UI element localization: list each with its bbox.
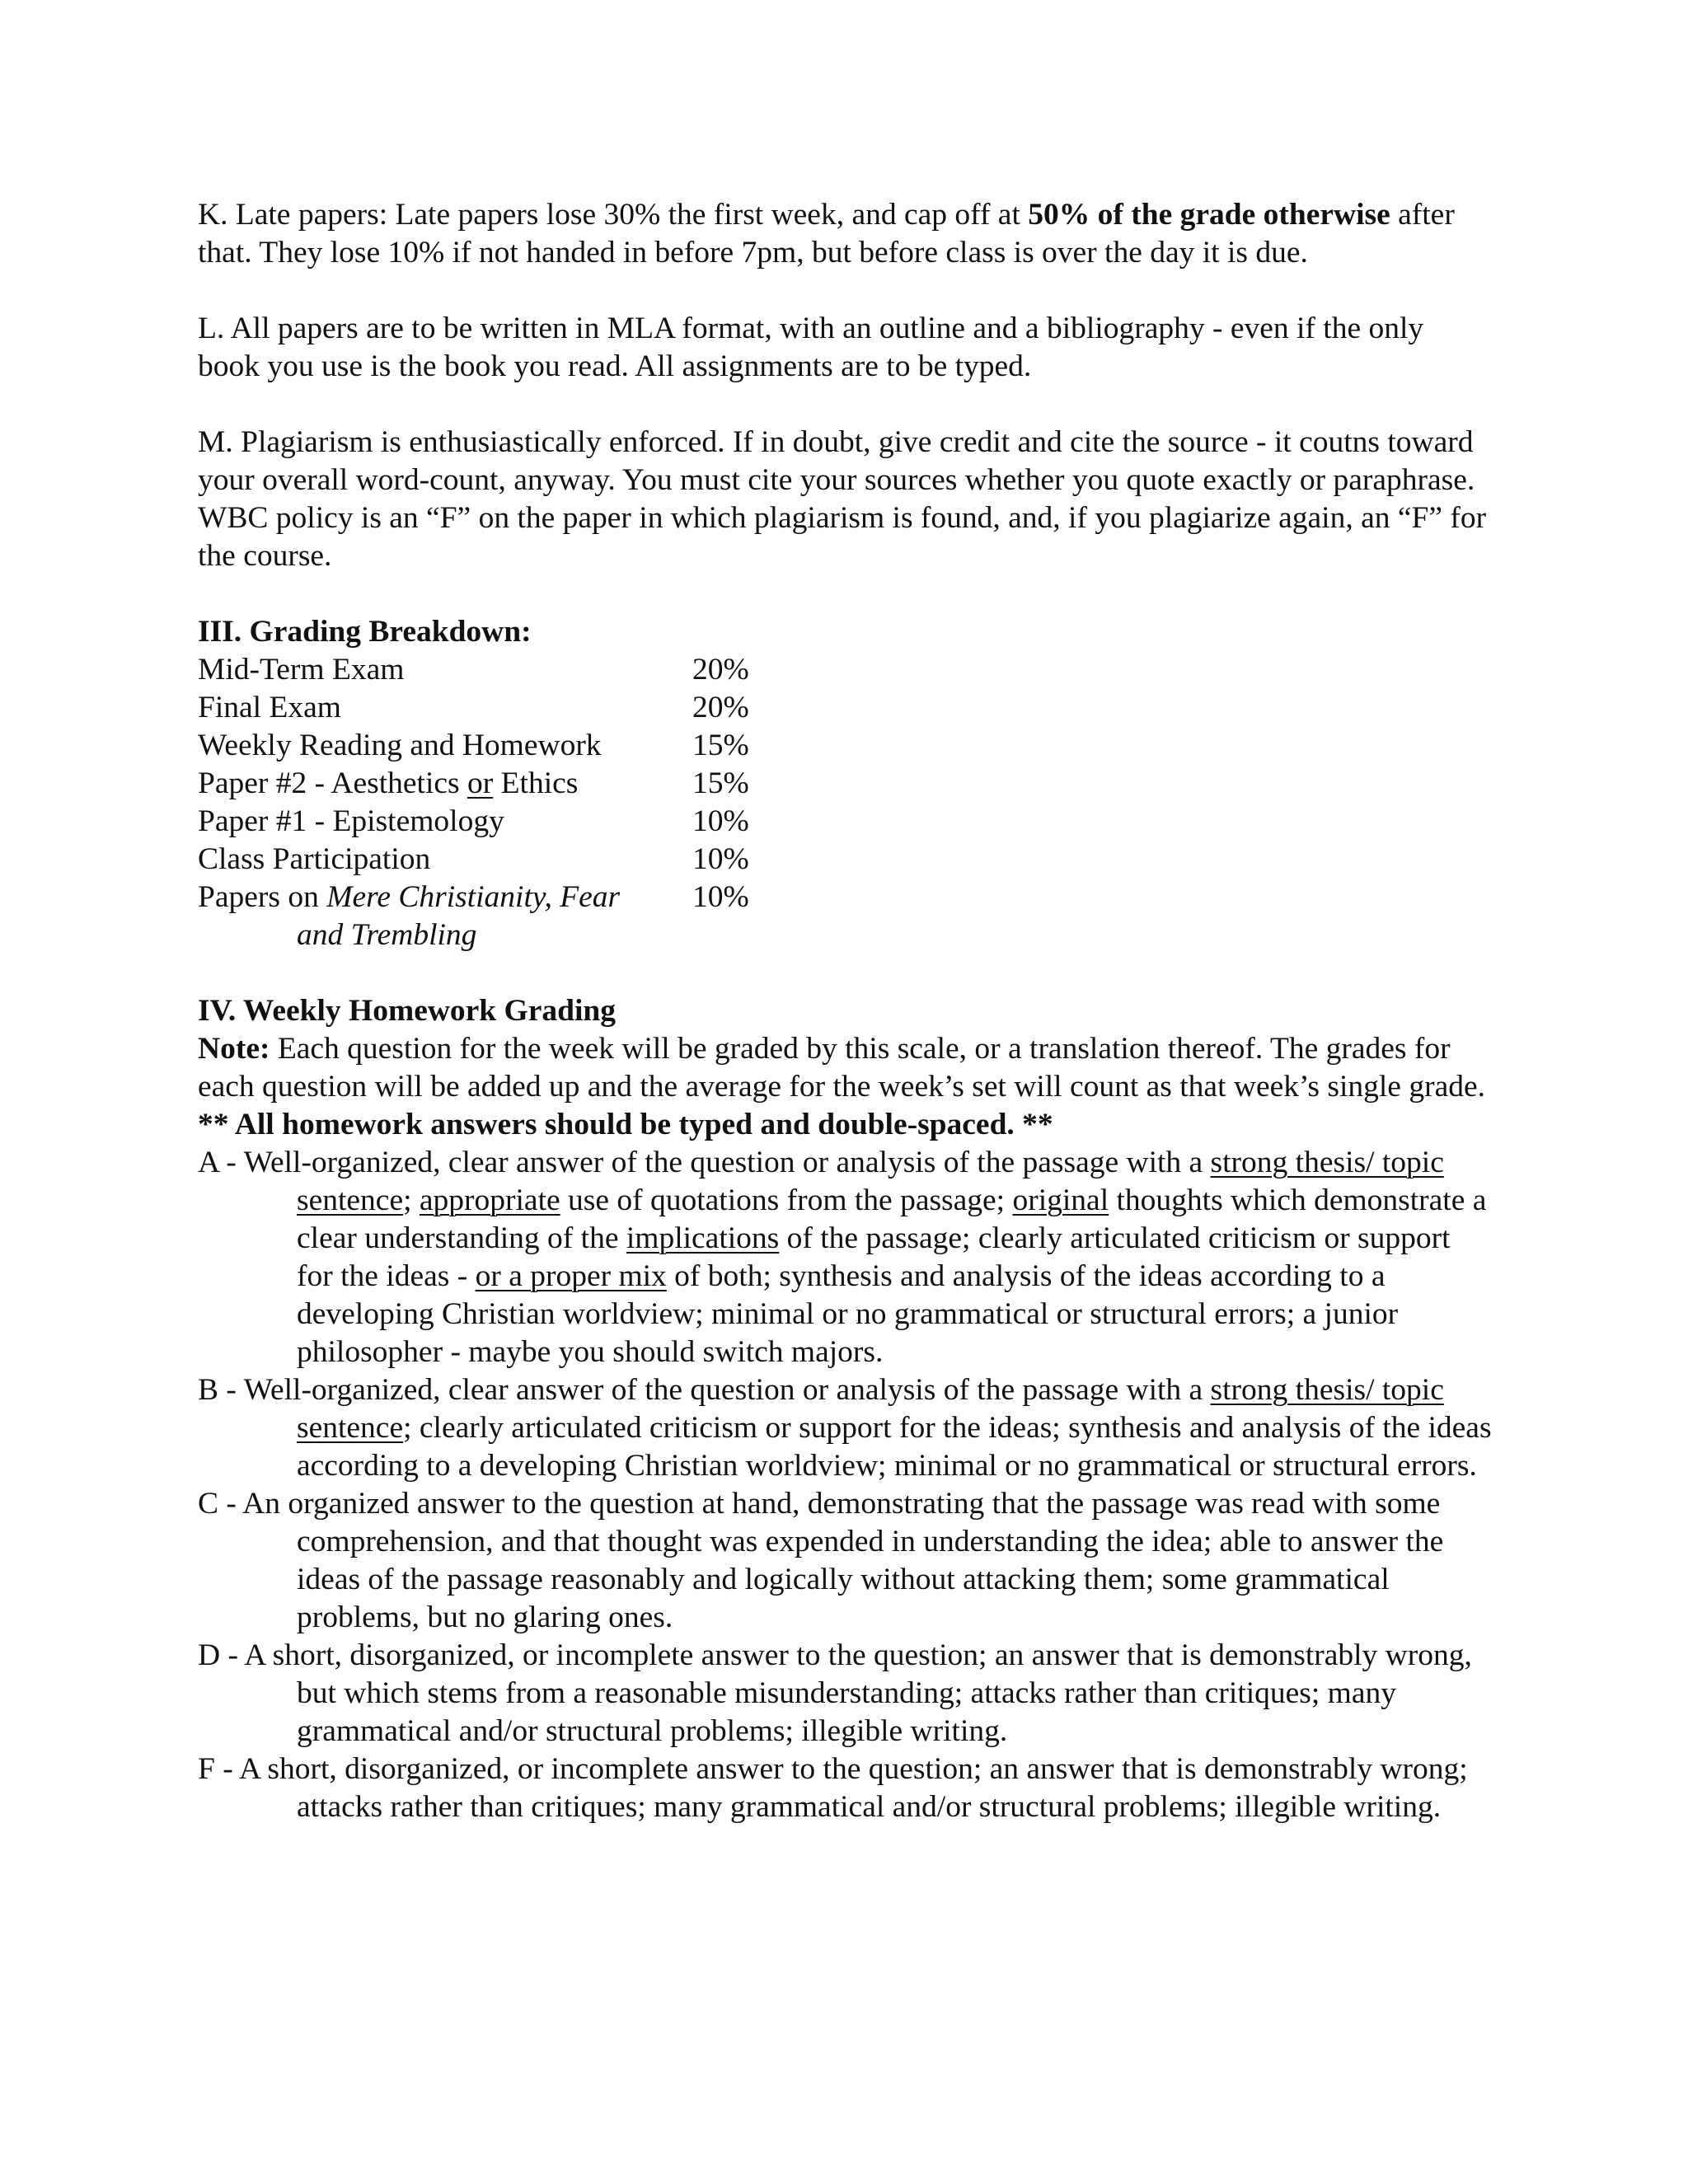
grade-item-underlined: or (467, 766, 494, 800)
note-text: Each question for the week will be graded by this scale, or a translation thereof. The grades for each question will be added up and the average for the week’s set will count as that week’s single grade. (198, 1032, 1485, 1104)
policy-k-text: K. Late papers: Late papers lose 30% the first week, and cap off at (198, 198, 1029, 232)
grade-percent: 10% (692, 880, 749, 914)
scale-underlined: original (1012, 1183, 1109, 1217)
document-page (198, 196, 1492, 1826)
grade-scale-f: F - A short, disorganized, or incomplete answer to the question; an answer that is demonstrably wrong; attacks rather than critiques; many grammatical and/or structural problems; illegible writing. (198, 1752, 1468, 1824)
policy-k-bold: 50% of the grade otherwise (1028, 198, 1390, 232)
grade-item: Weekly Reading and Homework (198, 729, 602, 762)
grade-item-text-cont: Ethics (493, 766, 579, 800)
grade-item-text: Paper #2 - Aesthetics (198, 766, 468, 800)
grade-item: Final Exam (198, 691, 341, 724)
grade-percent: 10% (692, 842, 749, 876)
homework-note (198, 1030, 1492, 1144)
grade-item (198, 879, 692, 954)
grade-item-italic: Mere Christianity, Fear (326, 880, 621, 914)
scale-text: of the passage; clearly articulated criticism or support for the ideas - (297, 1221, 1451, 1293)
policy-k-text-cont: after that. They lose 10% if not handed in before 7pm, but before class is over the day it is due. (198, 198, 1455, 269)
grade-percent: 20% (692, 653, 749, 687)
note-label: Note: (198, 1032, 270, 1066)
scale-text: B - Well-organized, clear answer of the question or analysis of the passage with a (198, 1373, 1211, 1407)
grade-scale-a (198, 1144, 1492, 1371)
grade-percent: 10% (692, 804, 749, 838)
grade-item: Class Participation (198, 842, 431, 876)
scale-text: A - Well-organized, clear answer of the question or analysis of the passage with a (198, 1146, 1211, 1179)
scale-text: of both; synthesis and analysis of the ideas according to a developing Christian worldview; minimal or no grammatical or structural errors; a junior philosopher - maybe you should switch majors. (297, 1259, 1399, 1369)
scale-text: ; clearly articulated criticism or support for the ideas; synthesis and analysis of the ideas according to a developing Christian worldview; minimal or no grammatical or structural errors. (297, 1411, 1492, 1483)
scale-text: use of quotations from the passage; (560, 1183, 1013, 1217)
grade-row (198, 765, 1492, 803)
homework-grading-title: IV. Weekly Homework Grading (198, 994, 616, 1028)
note-bold: ** All homework answers should be typed and double-spaced. ** (198, 1108, 1053, 1141)
grade-scale-c: C - An organized answer to the question at hand, demonstrating that the passage was read with some comprehension, and that thought was expended in understanding the idea; able to answer the ideas of the passage reasonably and logically without attacking them; some grammatical problems, but no glaring ones. (198, 1487, 1444, 1634)
grade-item-italic-cont: and Trembling (297, 918, 477, 952)
grade-percent: 20% (692, 691, 749, 724)
grading-breakdown-table (198, 651, 1492, 954)
scale-underlined: or a proper mix (475, 1259, 667, 1293)
scale-text: thoughts which demonstrate a clear understanding of the (297, 1183, 1487, 1255)
grade-item-text: Papers on (198, 880, 327, 914)
policy-l: L. All papers are to be written in MLA format, with an outline and a bibliography - even if the only book you use is the book you read. All assignments are to be typed. (198, 312, 1424, 383)
grade-item (198, 765, 692, 803)
policy-m: M. Plagiarism is enthusiastically enforced. If in doubt, give credit and cite the source - it coutns toward your overall word-count, anyway. You must cite your sources whether you quote exactly or paraphrase. WBC policy is an “F” on the paper in which plagiarism is found, and, if you plagiarize again, an “F” for the course. (198, 425, 1487, 573)
grade-row (198, 803, 1492, 841)
grade-item: Mid-Term Exam (198, 653, 405, 687)
grade-scale-d: D - A short, disorganized, or incomplete answer to the question; an answer that is demonstrably wrong, but which stems from a reasonable misunderstanding; attacks rather than critiques; many grammatical and/or structural problems; illegible writing. (198, 1638, 1472, 1748)
grade-percent: 15% (692, 766, 749, 800)
scale-underlined: strong thesis/ topic sentence (297, 1373, 1444, 1445)
grade-percent: 15% (692, 729, 749, 762)
scale-underlined: strong thesis/ topic sentence (297, 1146, 1444, 1217)
grade-row (198, 841, 1492, 879)
grade-scale-b (198, 1371, 1492, 1485)
scale-underlined: implications (626, 1221, 780, 1255)
grade-row (198, 727, 1492, 765)
scale-text: ; (403, 1183, 420, 1217)
grade-item: Paper #1 - Epistemology (198, 804, 504, 838)
grade-row (198, 651, 1492, 689)
policy-k (198, 196, 1492, 272)
scale-underlined: appropriate (419, 1183, 560, 1217)
grade-row (198, 879, 1492, 954)
grading-breakdown-title: III. Grading Breakdown: (198, 615, 532, 649)
grade-row (198, 689, 1492, 727)
